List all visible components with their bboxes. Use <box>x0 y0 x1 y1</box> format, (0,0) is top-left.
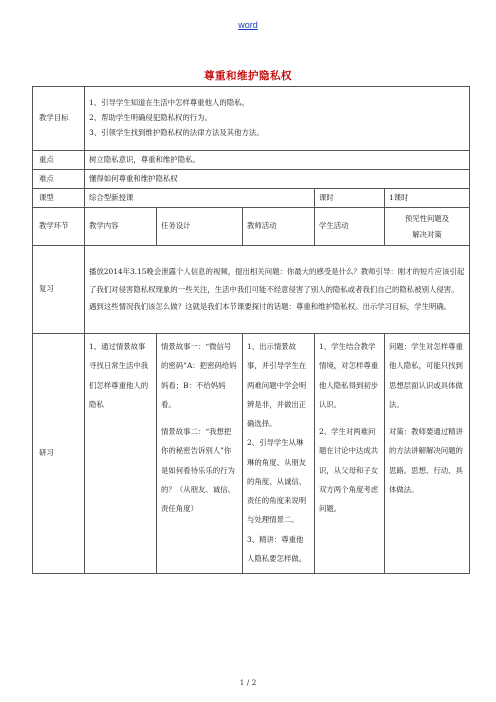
study-task <box>157 334 243 574</box>
teacher-step-3: 3、精讲：尊重他人隐私要怎样做。 <box>247 534 307 563</box>
page-title: 尊重和维护隐私权 <box>204 70 292 82</box>
key-point-text: 树立隐私意识，尊重和维护隐私。 <box>85 151 470 170</box>
lesson-type-row <box>33 189 470 208</box>
student-step-2: 2、学生对两难问题在讨论中达成共识，从父母和子女双方两个角度考虑问题。 <box>319 427 379 514</box>
study-teacher <box>243 334 315 574</box>
lesson-plan-table <box>32 86 470 574</box>
study-content: 1、通过情景故事寻找日常生活中我们怎样尊重他人的隐私 <box>85 334 157 574</box>
difficulty-row <box>33 170 470 189</box>
col-task: 任务设计 <box>157 208 243 246</box>
col-anticipated <box>385 208 470 246</box>
hours-label: 课时 <box>315 189 385 208</box>
anticipated-problem: 问题：学生对怎样尊重他人隐私，可能只找到思想层面认识或具体做法。 <box>389 342 463 409</box>
lesson-type-label: 课型 <box>33 189 85 208</box>
review-row <box>33 246 470 334</box>
study-anticipated <box>385 334 470 574</box>
review-label: 复习 <box>33 246 85 334</box>
goals-content <box>85 87 470 151</box>
column-header-row <box>33 208 470 246</box>
goal-item: 2、帮助学生明确侵犯隐私权的行为。 <box>89 113 212 123</box>
anticipated-solution: 对策：教师要通过精讲的方法讲解解决问题的思路。思想、行动、具体做法。 <box>389 427 463 494</box>
key-point-row <box>33 151 470 170</box>
page-number: 1 / 2 <box>239 678 257 687</box>
col-stage: 教学环节 <box>33 208 85 246</box>
key-point-label: 重点 <box>33 151 85 170</box>
goal-item: 1、引导学生知道在生活中怎样尊重他人的隐私。 <box>89 98 249 108</box>
difficulty-label: 难点 <box>33 170 85 189</box>
goal-item: 3、引领学生找到维护隐私权的法律方法及其他方法。 <box>89 127 264 137</box>
header-link[interactable]: word <box>238 20 258 30</box>
col-anticipated-line: 解决对策 <box>412 229 442 239</box>
teacher-step-2: 2、引导学生从琳琳的角度、从朋友的角度、从诚信、责任的角度来说明与处理情景二。 <box>247 438 307 525</box>
study-label: 研习 <box>33 334 85 574</box>
student-step-1: 1、学生结合教学情境，对怎样尊重他人隐私得到初步认识。 <box>319 342 379 409</box>
task-story-2: 情景故事二：“我想把你的秘密告诉别人”你是如何看待乐乐的行为的？（从朋友、诚信、责任角度） <box>161 427 235 514</box>
goals-row <box>33 87 470 151</box>
goals-label: 教学目标 <box>33 87 85 151</box>
col-content: 教学内容 <box>85 208 157 246</box>
difficulty-text: 懂得如何尊重和维护隐私权 <box>85 170 470 189</box>
task-story-1: 情景故事一：“微信号的密码”A：把密码给妈妈看；B：不给妈妈看。 <box>161 342 237 409</box>
hours-value: 1课时 <box>385 189 470 208</box>
study-student <box>315 334 385 574</box>
col-anticipated-line: 预见性问题及 <box>404 214 450 223</box>
study-row <box>33 334 470 574</box>
lesson-type-text: 综合型新授课 <box>85 189 315 208</box>
teacher-step-1: 1、出示情景故事，并引导学生在两难问题中学会明辨是非，并做出正确选择。 <box>247 342 307 429</box>
col-teacher: 教师活动 <box>243 208 315 246</box>
review-text: 播放2014年3.15晚会泄露个人信息的视频，提出相关问题：你最大的感受是什么？教师引导：刚才的短片应该引起了我们对侵害隐私权现象的一些关注，生活中我们可能不经意侵害了别人的隐私或者我们自己的隐私被别人侵害。遇到这些情况我们该怎么做？这就是我们本节课要探讨的话题：尊重和维护隐私权。出示学习目标，学生明确。 <box>85 246 470 334</box>
col-student: 学生活动 <box>315 208 385 246</box>
